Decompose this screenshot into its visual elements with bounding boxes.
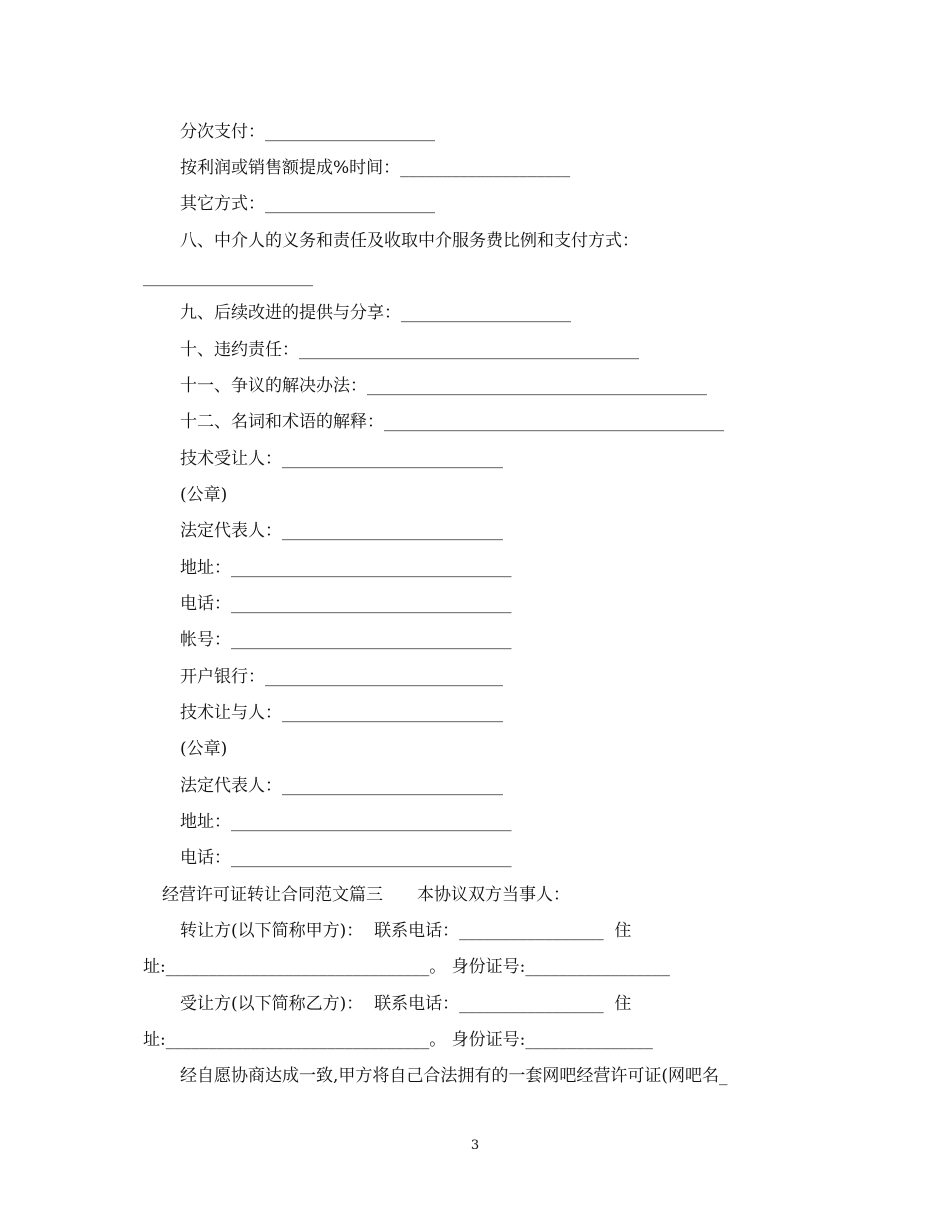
page-number: 3 [470, 1138, 480, 1153]
text-line: (公章) [180, 485, 228, 505]
text-line: 电话：_________________________________ [180, 848, 512, 868]
text-line: 址:_______________________________。 身份证号:_________________ [143, 957, 670, 977]
text-line: 十、违约责任：________________________________________ [180, 340, 639, 360]
text-line: 法定代表人：__________________________ [180, 521, 503, 541]
text-line: 八、中介人的义务和责任及收取中介服务费比例和支付方式： [180, 231, 639, 251]
text-line: 经自愿协商达成一致,甲方将自己合法拥有的一套网吧经营许可证(网吧名_ [180, 1066, 728, 1086]
text-line: 九、后续改进的提供与分享：____________________ [180, 303, 571, 323]
text-line: 十二、名词和术语的解释：________________________________________ [180, 412, 724, 432]
text-line: 地址：_________________________________ [180, 812, 512, 832]
text-line: 开户银行：____________________________ [180, 667, 503, 687]
text-line: 分次支付：____________________ [180, 122, 435, 142]
text-line: 帐号：_________________________________ [180, 630, 512, 650]
section-heading: 经营许可证转让合同范文篇三 本协议双方当事人： [162, 885, 570, 905]
text-line: 受让方(以下简称乙方)： 联系电话：_________________ 住 [180, 994, 632, 1014]
text-line: 址:_______________________________。 身份证号:_______________ [143, 1030, 653, 1050]
text-line: 地址：_________________________________ [180, 558, 512, 578]
text-line: 按利润或销售额提成%时间：____________________ [180, 158, 571, 178]
text-line: 电话：_________________________________ [180, 594, 512, 614]
text-line: ____________________ [143, 267, 313, 287]
text-line: 法定代表人：__________________________ [180, 776, 503, 796]
text-line: 其它方式：____________________ [180, 194, 435, 214]
text-line: 转让方(以下简称甲方)： 联系电话：_________________ 住 [180, 921, 632, 941]
text-line: 技术受让人：__________________________ [180, 449, 503, 469]
text-line: 技术让与人：__________________________ [180, 703, 503, 723]
text-line: 十一、争议的解决办法：________________________________________ [180, 376, 707, 396]
text-line: (公章) [180, 739, 228, 759]
